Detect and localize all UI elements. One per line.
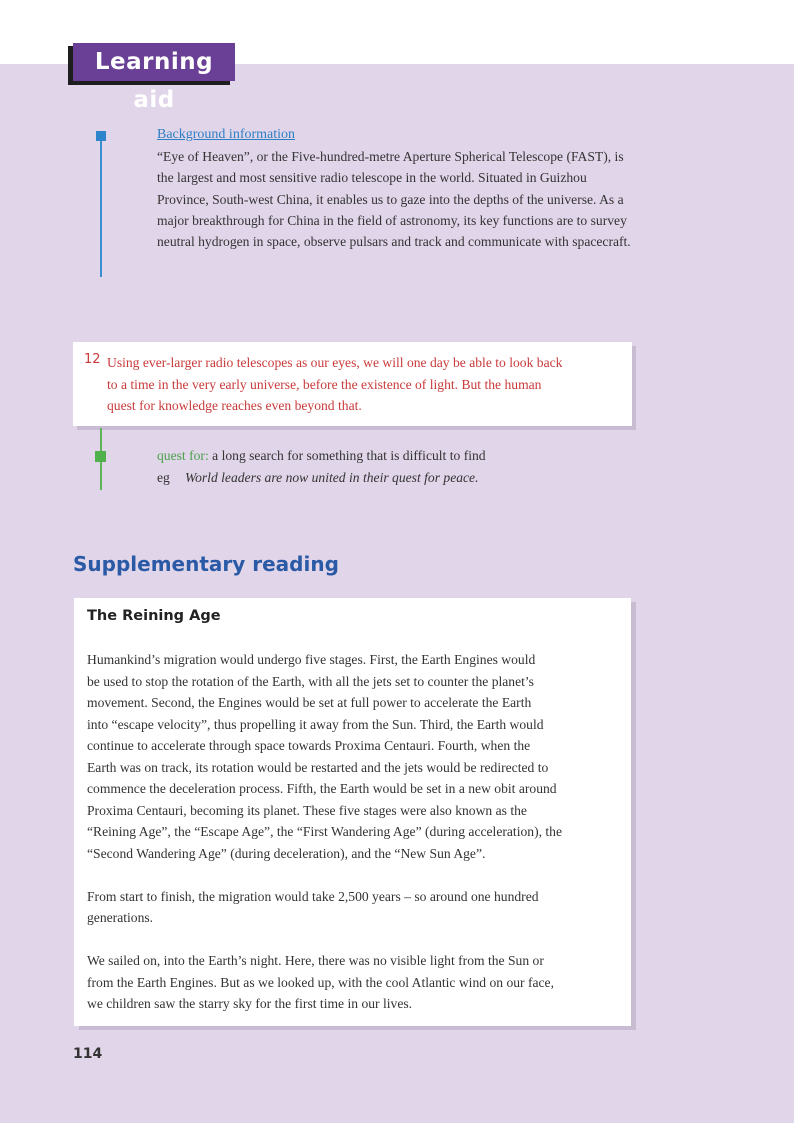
learning-aid-tab: Learning aid [73,43,235,81]
reading-line: “Second Wandering Age” (during deceleration), and the “New Sun Age”. [87,845,486,861]
reading-body [87,649,617,1036]
quote-number: 12 [84,352,101,367]
reading-line: “Reining Age”, the “Escape Age”, the “First Wandering Age” (during acceleration), the [87,824,563,839]
reading-line: be used to stop the rotation of the Earth, with all the jets set to counter the planet’s [87,673,534,689]
vocab-eg-label: eg [157,469,170,485]
quote-line: Using ever-larger radio telescopes as our eyes, we will one day be able to look back [107,355,563,370]
background-text: “Eye of Heaven”, or the Five-hundred-metre Aperture Spherical Telescope (FAST), is the largest and most sensitive radio telescope in the world. Situated in Guizhou Province, South-west China, it enables us to gaze into the depths of the universe. As a major breakthrough for China in the field of astronomy, its key functions are to survey neutral hydrogen in space, observe pulsars and track and communicate with spacecraft. [157,149,631,250]
vocab-term: quest for: [157,448,209,463]
reading-line: We sailed on, into the Earth’s night. Here, there was no visible light from the Sun or [87,953,544,968]
reading-box [74,598,631,1026]
quote-text [107,352,617,417]
quote-line: to a time in the very early universe, before the existence of light. But the human [107,376,542,392]
background-info [157,125,637,252]
reading-line: continue to accelerate through space towards Proxima Centauri. Fourth, when the [87,738,531,753]
reading-line: From start to finish, the migration would take 2,500 years – so around one hundred [87,888,539,904]
vocab-example: World leaders are now united in their quest for peace. [185,469,479,485]
reading-title: The Reining Age [87,608,221,624]
reading-paragraph [87,886,617,929]
reading-line: into “escape velocity”, thus propelling it away from the Sun. Third, the Earth would [87,716,544,732]
reading-line: Proxima Centauri, becoming its planet. These five stages were also known as the [87,802,527,818]
quote-box [73,342,632,426]
vocab-entry [157,445,597,488]
quote-line: quest for knowledge reaches even beyond that. [107,398,362,413]
background-marker-line [100,137,102,277]
reading-paragraph [87,649,617,864]
background-heading[interactable]: Background information [157,127,296,142]
vocab-definition: a long search for something that is difficult to find [212,448,486,463]
reading-line: movement. Second, the Engines would be set at full power to accelerate the Earth [87,695,532,710]
reading-line: generations. [87,910,154,925]
reading-paragraph [87,950,617,1015]
reading-line: from the Earth Engines. But as we looked up, with the cool Atlantic wind on our face, [87,974,554,990]
reading-line: commence the deceleration process. Fifth, the Earth would be set in a new obit around [87,781,557,796]
supplementary-title: Supplementary reading [73,552,339,576]
page-number: 114 [73,1046,103,1062]
reading-line: we children saw the starry sky for the first time in our lives. [87,996,413,1011]
vocab-marker-square [95,451,106,462]
reading-line: Earth was on track, its rotation would be restarted and the jets would be redirected to [87,759,549,775]
reading-line: Humankind’s migration would undergo five stages. First, the Earth Engines would [87,652,536,667]
background-marker-square [96,131,106,141]
